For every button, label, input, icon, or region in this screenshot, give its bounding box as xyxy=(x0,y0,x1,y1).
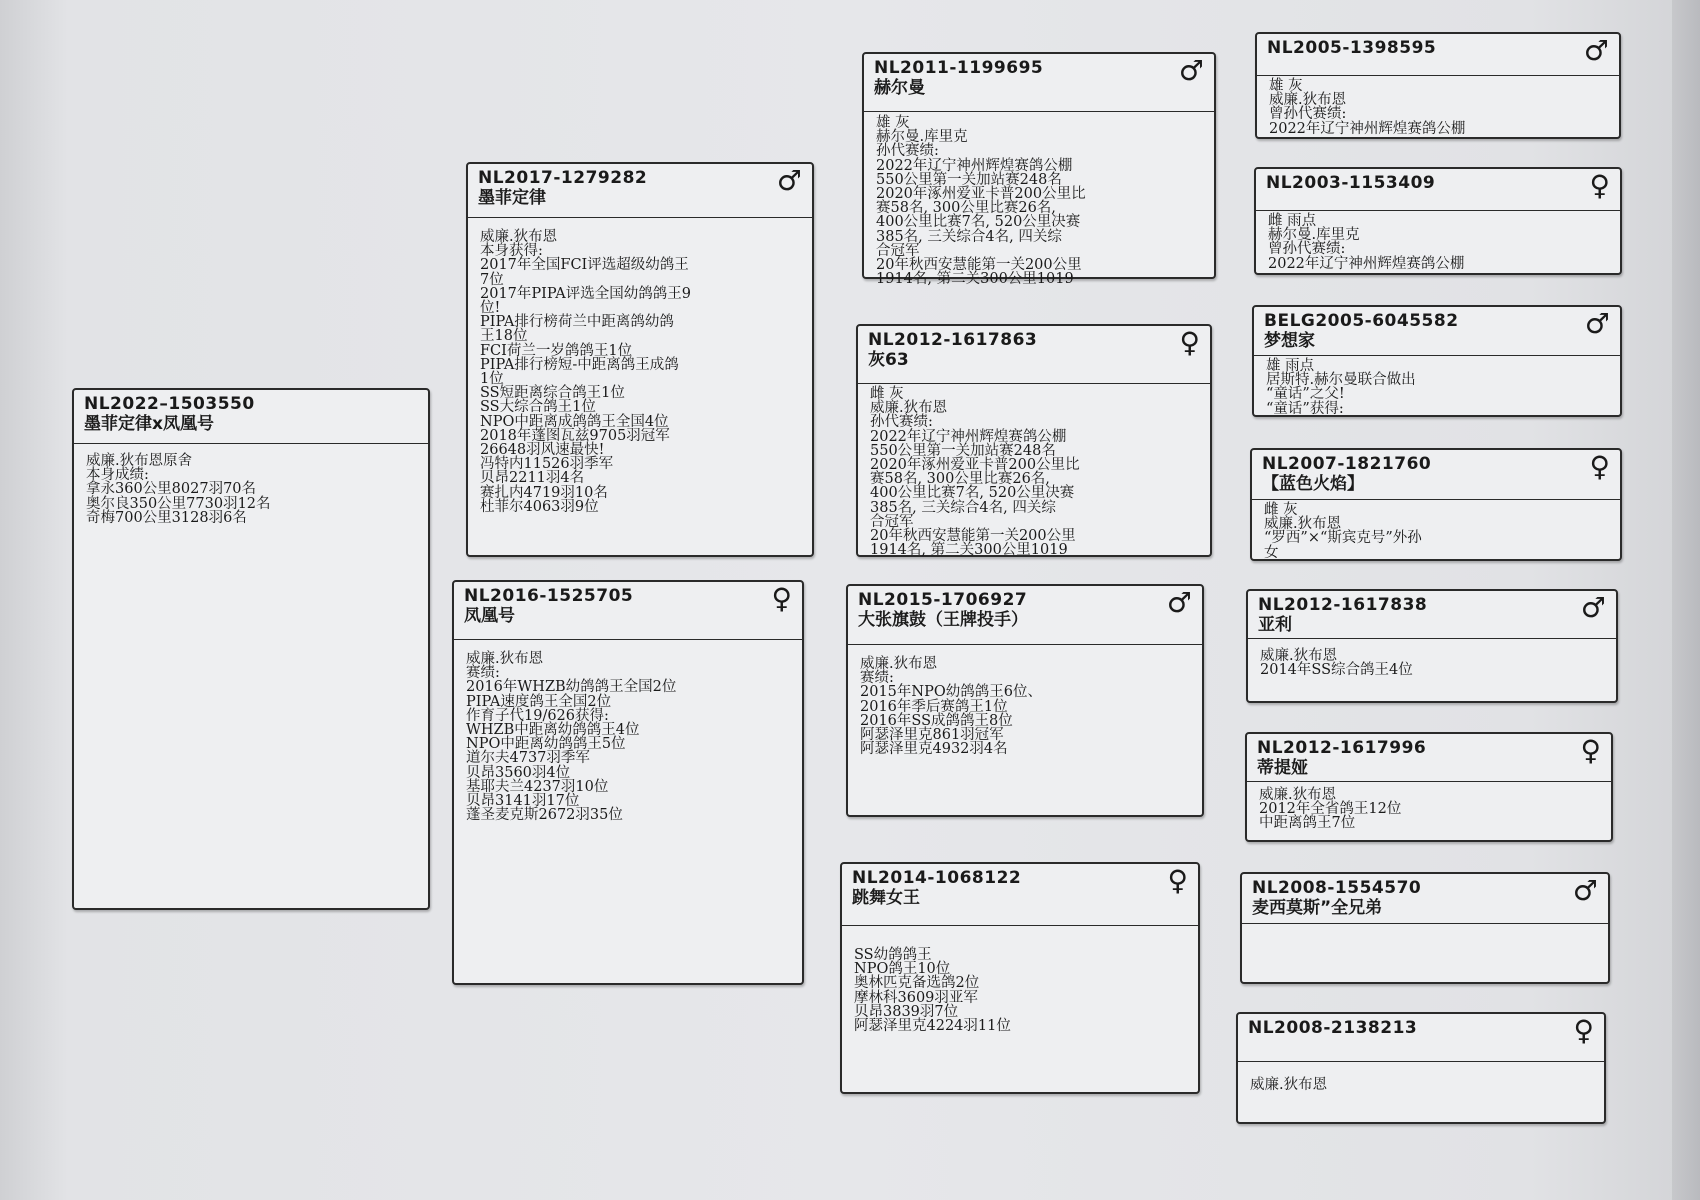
card-header xyxy=(864,54,1214,112)
male-symbol-icon: ♂ xyxy=(776,164,802,197)
detail-line: SS大综合鸽王1位 xyxy=(480,399,596,416)
detail-line: 威廉.狄布恩原舍 xyxy=(86,453,193,469)
ring-number: NL2014-1068122 xyxy=(852,868,1022,888)
pigeon-name: 墨菲定律x凤凰号 xyxy=(84,414,214,434)
pedigree-card xyxy=(1250,448,1622,561)
card-details xyxy=(74,444,428,525)
detail-line: 基耶夫兰4237羽10位 xyxy=(466,778,609,795)
card-details xyxy=(864,112,1214,286)
detail-line: 20年秋西安慧能第一关200公里 xyxy=(876,257,1082,274)
detail-line: 2020年涿州爱亚卡普200公里比 xyxy=(870,457,1080,474)
card-header xyxy=(468,164,812,218)
detail-line: 400公里比赛7名, 520公里决赛 xyxy=(870,485,1075,502)
detail-line: 拿永360公里8027羽70名 xyxy=(86,481,257,498)
male-symbol-icon: ♂ xyxy=(1178,54,1204,87)
female-symbol-icon: ♀ xyxy=(1580,734,1601,767)
card-header xyxy=(858,326,1210,384)
detail-line: 雌 雨点 xyxy=(1268,213,1317,229)
detail-line: 贝昂2211羽4名 xyxy=(480,470,585,487)
pedigree-card xyxy=(1245,732,1613,842)
detail-line: PIPA速度鸽王全国2位 xyxy=(466,693,612,710)
detail-line: 位! xyxy=(480,300,501,317)
detail-line: NPO中距离幼鸽鸽王5位 xyxy=(466,736,626,753)
pedigree-card xyxy=(466,162,814,557)
pigeon-name: 凤凰号 xyxy=(464,606,515,626)
detail-line: 2016年季后赛鸽王1位 xyxy=(860,698,1008,715)
detail-line: 550公里第一关加站赛248名 xyxy=(870,442,1056,459)
card-details xyxy=(1242,924,1608,930)
detail-line: SS幼鸽鸽王 xyxy=(854,947,932,963)
detail-line: PIPA排行榜短-中距离鸽王成鸽 xyxy=(480,356,679,373)
ring-number: NL2022–1503550 xyxy=(84,394,255,414)
pedigree-card xyxy=(1254,167,1622,275)
card-header xyxy=(1252,450,1620,500)
detail-line: 赫尔曼.库里克 xyxy=(1268,227,1360,244)
detail-line: 合冠军 xyxy=(876,242,920,259)
detail-line: 贝昂3839羽7位 xyxy=(854,1003,959,1020)
pigeon-name: 跳舞女王 xyxy=(852,888,920,908)
detail-line: 385名, 三关综合4名, 四关综 xyxy=(870,499,1056,516)
male-symbol-icon: ♂ xyxy=(1583,34,1609,67)
detail-line: 26648羽风速最快! xyxy=(480,442,605,459)
detail-line: 威廉.狄布恩 xyxy=(1260,648,1338,664)
detail-line: 雄 雨点 xyxy=(1266,358,1315,374)
detail-line: 中距离鸽王7位 xyxy=(1259,815,1356,832)
pigeon-name: 赫尔曼 xyxy=(874,78,925,98)
female-symbol-icon: ♀ xyxy=(1167,864,1188,897)
ring-number: NL2012-1617863 xyxy=(868,330,1038,350)
card-header xyxy=(1242,874,1608,924)
detail-line: 杜菲尔4063羽9位 xyxy=(480,498,599,515)
pedigree-card xyxy=(1240,872,1610,984)
detail-line: 威廉.狄布恩 xyxy=(1250,1077,1328,1093)
card-header xyxy=(74,390,428,444)
detail-line: 2012年全省鸽王12位 xyxy=(1259,801,1402,818)
detail-line: 2017年PIPA评选全国幼鸽鸽王9 xyxy=(480,285,692,302)
card-details xyxy=(1256,211,1620,271)
detail-line: 孙代赛绩: xyxy=(870,414,933,431)
male-symbol-icon: ♂ xyxy=(1572,874,1598,907)
detail-line: 王18位 xyxy=(480,328,528,345)
detail-line: 2015年NPO幼鸽鸽王6位、 xyxy=(860,684,1042,701)
pedigree-card xyxy=(856,324,1212,557)
detail-line: “童话”获得: xyxy=(1266,400,1344,417)
ring-number: NL2012-1617996 xyxy=(1257,738,1427,758)
detail-line: 1914名, 第二关300公里1019 xyxy=(870,542,1068,559)
detail-line: NPO鸽王10位 xyxy=(854,961,951,978)
detail-line: 2022年辽宁神州辉煌赛鸽公棚 xyxy=(876,157,1073,174)
pedigree-card xyxy=(840,862,1200,1094)
ring-number: NL2008-1554570 xyxy=(1252,878,1422,898)
detail-line: 奇梅700公里3128羽6名 xyxy=(86,509,247,526)
detail-line: 阿瑟泽里克4932羽4名 xyxy=(860,741,1008,758)
pigeon-name: 梦想家 xyxy=(1264,331,1315,351)
card-details xyxy=(1254,356,1620,416)
card-details xyxy=(848,645,1202,756)
detail-line: 曾孙代赛绩: xyxy=(1268,241,1346,258)
detail-line: 阿瑟泽里克861羽冠军 xyxy=(860,727,1004,744)
pedigree-card xyxy=(846,584,1204,817)
detail-line: 居斯特.赫尔曼联合做出 xyxy=(1266,372,1416,389)
detail-line: 雄 灰 xyxy=(876,115,910,131)
pigeon-name: 墨菲定律 xyxy=(478,188,546,208)
ring-number: NL2015-1706927 xyxy=(858,590,1028,610)
pedigree-card xyxy=(1236,1012,1606,1124)
detail-line: 雄 灰 xyxy=(1269,78,1303,94)
pigeon-name: 麦西莫斯”全兄弟 xyxy=(1252,898,1383,918)
detail-line: 赛58名, 300公里比赛26名, xyxy=(876,200,1056,217)
ring-number: NL2012-1617838 xyxy=(1258,595,1428,615)
detail-line: 贝昂3560羽4位 xyxy=(466,764,571,781)
pedigree-card xyxy=(1255,32,1621,139)
detail-line: 作育子代19/626获得: xyxy=(466,707,609,724)
detail-line: 阿瑟泽里克4224羽11位 xyxy=(854,1018,1011,1035)
card-header xyxy=(848,586,1202,645)
detail-line: 赫尔曼.库里克 xyxy=(876,129,968,146)
pigeon-name: 蒂提娅 xyxy=(1257,758,1308,778)
card-details xyxy=(454,640,802,822)
detail-line: 孙代赛绩: xyxy=(876,143,939,160)
ring-number: NL2008-2138213 xyxy=(1248,1018,1418,1038)
detail-line: 奥林匹克备选鸽2位 xyxy=(854,975,980,992)
pedigree-card xyxy=(1252,305,1622,417)
pedigree-card xyxy=(72,388,430,910)
detail-line: 2022年辽宁神州辉煌赛鸽公棚 xyxy=(870,428,1067,445)
sheet-edge xyxy=(1672,0,1700,1200)
pigeon-name: 亚利 xyxy=(1258,615,1292,635)
pedigree-card xyxy=(452,580,804,985)
detail-line: 雌 灰 xyxy=(870,386,904,402)
detail-line: “罗西”×“斯宾克号”外孙 xyxy=(1264,530,1422,547)
detail-line: 威廉.狄布恩 xyxy=(466,651,544,667)
detail-line: 2017年全国FCI评选超级幼鸽王 xyxy=(480,257,689,274)
detail-line: 奥尔良350公里7730羽12名 xyxy=(86,495,271,512)
detail-line: 冯特内11526羽季军 xyxy=(480,456,614,473)
detail-line: 威廉.狄布恩 xyxy=(1264,516,1342,533)
ring-number: NL2017-1279282 xyxy=(478,168,648,188)
card-header xyxy=(1256,169,1620,211)
female-symbol-icon: ♀ xyxy=(1179,326,1200,359)
detail-line: WHZB中距离幼鸽鸽王4位 xyxy=(466,722,640,739)
detail-line: 威廉.狄布恩 xyxy=(870,400,948,417)
female-symbol-icon: ♀ xyxy=(1589,169,1610,202)
ring-number: NL2011-1199695 xyxy=(874,58,1044,78)
detail-line: 2022年辽宁神州辉煌赛鸽公棚 xyxy=(1268,255,1465,272)
pigeon-name: 灰63 xyxy=(868,350,909,370)
detail-line: FCI荷兰一岁鸽鸽王1位 xyxy=(480,342,633,359)
detail-line: 400公里比赛7名, 520公里决赛 xyxy=(876,214,1081,231)
detail-line: 7位 xyxy=(480,271,504,288)
pedigree-card xyxy=(1246,589,1618,703)
detail-line: 本身获得: xyxy=(480,243,543,260)
detail-line: 赛扎内4719羽10名 xyxy=(480,484,608,501)
detail-line: 2020年涿州爱亚卡普200公里比 xyxy=(876,186,1086,203)
detail-line: 本身成绩: xyxy=(86,467,149,484)
pigeon-name: 【蓝色火焰】 xyxy=(1262,474,1364,494)
card-details xyxy=(1257,76,1619,136)
card-details xyxy=(1247,782,1611,831)
detail-line: 20年秋西安慧能第一关200公里 xyxy=(870,528,1076,545)
card-header xyxy=(454,582,802,640)
male-symbol-icon: ♂ xyxy=(1580,591,1606,624)
detail-line: 赛绩: xyxy=(466,665,500,682)
ring-number: NL2016-1525705 xyxy=(464,586,634,606)
card-details xyxy=(1252,500,1620,560)
card-header xyxy=(1257,34,1619,76)
detail-line: 女 xyxy=(1264,544,1279,561)
detail-line: SS短距离综合鸽王1位 xyxy=(480,385,625,402)
detail-line: “童话”之父! xyxy=(1266,386,1345,403)
detail-line: 赛58名, 300公里比赛26名, xyxy=(870,471,1050,488)
ring-number: BELG2005-6045582 xyxy=(1264,311,1459,331)
card-details xyxy=(468,218,812,514)
detail-line: 1位 xyxy=(480,371,504,388)
card-details xyxy=(842,926,1198,1033)
pigeon-name: 大张旗鼓（王牌投手） xyxy=(858,610,1028,630)
detail-line: 威廉.狄布恩 xyxy=(1269,92,1347,109)
male-symbol-icon: ♂ xyxy=(1584,307,1610,340)
pedigree-card xyxy=(862,52,1216,288)
detail-line: 2016年SS成鸽鸽王8位 xyxy=(860,712,1013,729)
card-header xyxy=(1247,734,1611,782)
detail-line: PIPA排行榜荷兰中距离鸽幼鸽 xyxy=(480,314,674,331)
detail-line: 赛绩: xyxy=(860,670,894,687)
detail-line: 威廉.狄布恩 xyxy=(860,656,938,672)
card-header xyxy=(1238,1014,1604,1062)
detail-line: 贝昂3141羽17位 xyxy=(466,793,580,810)
female-symbol-icon: ♀ xyxy=(771,582,792,615)
detail-line: 1914名, 第二关300公里1019 xyxy=(876,271,1074,288)
detail-line: 合冠军 xyxy=(870,513,914,530)
card-details xyxy=(1238,1062,1604,1092)
card-header xyxy=(1248,591,1616,639)
detail-line: 2016年WHZB幼鸽鸽王全国2位 xyxy=(466,679,677,696)
male-symbol-icon: ♂ xyxy=(1166,586,1192,619)
ring-number: NL2007-1821760 xyxy=(1262,454,1432,474)
detail-line: NPO中距离成鸽鸽王全国4位 xyxy=(480,413,669,430)
detail-line: 2014年SS综合鸽王4位 xyxy=(1260,662,1413,679)
detail-line: 威廉.狄布恩 xyxy=(480,229,558,245)
female-symbol-icon: ♀ xyxy=(1589,450,1610,483)
detail-line: 2022年辽宁神州辉煌赛鸽公棚 xyxy=(1269,120,1466,137)
ring-number: NL2003-1153409 xyxy=(1266,173,1436,193)
card-details xyxy=(1248,639,1616,677)
detail-line: 威廉.狄布恩 xyxy=(1259,787,1337,803)
detail-line: 道尔夫4737羽季军 xyxy=(466,750,590,767)
detail-line: 摩林科3609羽亚军 xyxy=(854,989,978,1006)
detail-line: 雌 灰 xyxy=(1264,502,1298,518)
detail-line: 蓬圣麦克斯2672羽35位 xyxy=(466,807,623,824)
card-header xyxy=(1254,307,1620,356)
detail-line: 曾孙代赛绩: xyxy=(1269,106,1347,123)
detail-line: 550公里第一关加站赛248名 xyxy=(876,171,1062,188)
card-details xyxy=(858,384,1210,557)
detail-line: 385名, 三关综合4名, 四关综 xyxy=(876,228,1062,245)
detail-line: 2018年蓬图瓦兹9705羽冠军 xyxy=(480,427,670,444)
ring-number: NL2005-1398595 xyxy=(1267,38,1437,58)
female-symbol-icon: ♀ xyxy=(1573,1014,1594,1047)
card-header xyxy=(842,864,1198,926)
